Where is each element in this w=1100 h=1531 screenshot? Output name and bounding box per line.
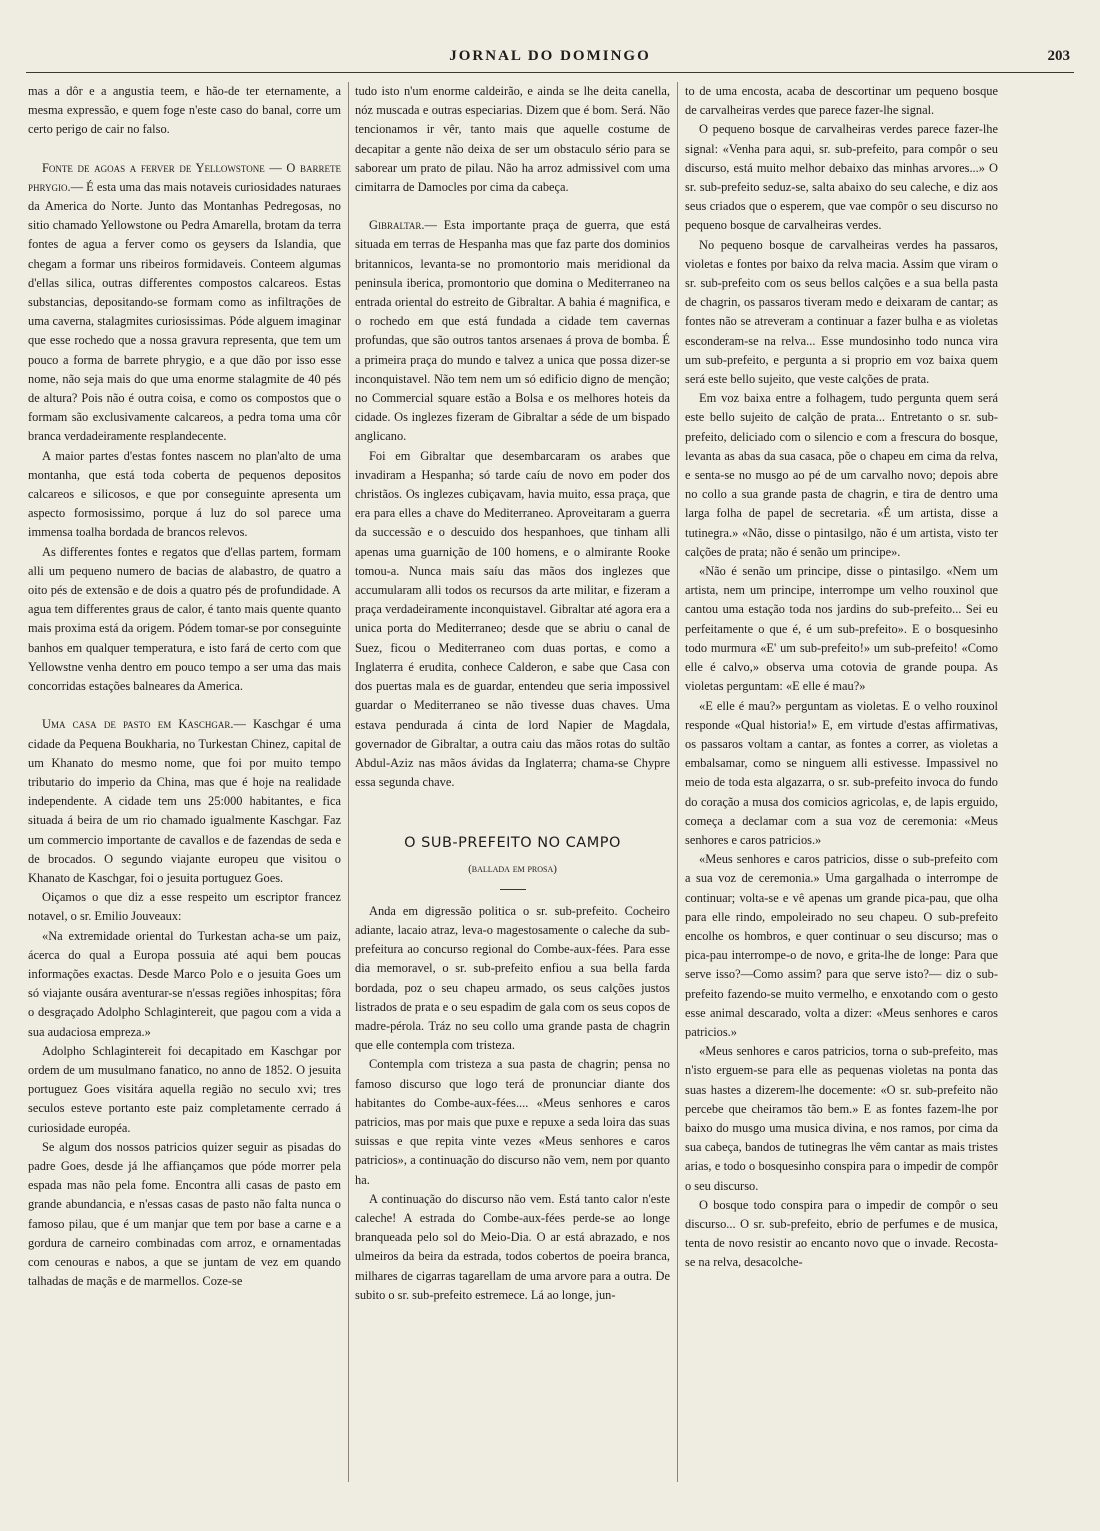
paragraph: Contempla com tristeza a sua pasta de chagrin; pensa no famoso discurso que logo terá de pronunciar diante dos habitantes do Combe-aux-fées.... «Meus senhores e caros patricios, mas por mais que puxe e repuxe a seda loira das suas suissas e que repita vinte vezes «Meus senhores e caros patricios», a continuação do discurso não vem, nem por quanto ha. <box>355 1057 670 1187</box>
page-header <box>26 42 1074 73</box>
article-yellowstone <box>28 159 341 447</box>
paragraph: — Kaschgar é uma cidade da Pequena Boukharia, no Turkestan Chinez, capital de um Khanato do mesmo nome, que foi por muito tempo tributario do imperio da China, mas que é hoje na realidade independente. A cidade tem uns 25:000 habitantes, e fica situada á beira de um rio chamado igualmente Kaschgar. Faz um commercio importante de cavallos e de fazendas de seda e de brocados. O segundo viajante europeu que visitou o Khanato de Kaschgar, foi o jesuita portuguez Goes. <box>28 717 341 885</box>
paragraph: Foi em Gibraltar que desembarcaram os arabes que invadiram a Hespanha; só tarde caíu de novo em poder dos christãos. Os inglezes cubiçavam, havia muito, essa praça, que era para elles a chave do Mediterraneo. Aproveitaram a guerra da successão e o descuido dos hespanhoes, que tinham alli apenas uma guarnição de 100 homens, e o almirante Rooke tomou-a. Nunca mais saíu das mãos dos inglezes que accumularam alli todos os recursos da arte militar, e fizeram a praça verdadeiramente inconquistavel. Gibraltar até agora era a unica porta do Mediterraneo; desde que se abriu o canal de Suez, ficou o Mediterraneo com duas portas, e como a Inglaterra é erudita, conhece Calderon, e sabe que Casa con dos puertas mala es de guardar, entendeu que seria impossivel guardar o Mediterraneo se não tivesse duas chaves. Uma estava pendurada á cinta de lord Napier de Magdala, governador de Gibraltar, a outra caiu das mãos rotas do sultão Abdul-Aziz nas mãos ávidas da Inglaterra; chama-se Chypre essa segunda chave. <box>355 448 670 790</box>
paragraph: «E elle é mau?» perguntam as violetas. E o velho rouxinol responde «Qual historia!» E, em virtude d'estas affirmativas, os passaros voltam a cantar, as fontes a correr, as violetas a embalsamar, como se ninguem alli estivesse. Impassivel no meio de toda esta algazarra, o sr. sub-prefeito invoca do fundo do coração a musa dos comicios agricolas, e, de lapis erguido, começa a declamar com a sua voz de ceremonia: «Meus senhores e caros patricios.» <box>685 698 998 847</box>
column-rule <box>677 82 678 1482</box>
paragraph: «Na extremidade oriental do Turkestan acha-se um paiz, ácerca do qual a Europa possuia até aqui bem poucas informações exactas. Desde Marco Polo e o jesuita Goes um só viajante ousára aventurar-se n'essas regiões inhospitas; fôra o desgraçado Adolpho Schlagintereit, que pagou com a vida a sua audaciosa empreza.» <box>28 928 341 1039</box>
paragraph: — Esta importante praça de guerra, que está situada em terras de Hespanha mas que faz parte dos dominios britannicos, levanta-se no promontorio mais meridional da peninsula iberica, promontorio que domina o Mediterraneo na entrada oriental do estreito de Gibraltar. A bahia é magnifica, e o rochedo em que está fundada a cidade tem cavernas profundas, que são outros tantos arsenaes á prova de bomba. É a primeira praça do mundo e talvez a unica que possa dizer-se inconquistavel. Não tem nem um só edificio digno de menção; no Commercial square estão a Bolsa e os melhores hoteis da cidade. Os inglezes fizeram de Gibraltar a séde de um bispado anglicano. <box>355 218 670 444</box>
paragraph: tudo isto n'um enorme caldeirão, e ainda se lhe deita canella, nóz muscada e outras especiarias. Dizem que é bom. Será. Não tencionamos ir vêr, tanto mais que aquelle costume de decapitar a gente não deixa de ser um obstaculo sério para se saborear um prato de pilau. Não ha arroz admissivel com uma cimitarra de Damocles por cima da cabeça. <box>355 84 670 195</box>
paragraph: A maior partes d'estas fontes nascem no plan'alto de uma montanha, que está toda coberta de pequenos depositos calcareos e silicosos, e que por conseguinte apresenta um aspecto formosissimo, porque á luz do sol parece uma immensa toalha bordada de brancos relevos. <box>28 448 341 540</box>
column-3 <box>685 82 998 1484</box>
paragraph: A continuação do discurso não vem. Está tanto calor n'este caleche! A estrada do Combe-aux-fées perde-se ao longe branqueada pelo sol do Meio-Dia. O ar está abrazado, e nos ulmeiros da beira da estrada, todos cobertos de poeira branca, milhares de cigarras tagarellam de uma arvore para a outra. De subito o sr. sub-prefeito estremece. Lá ao longe, jun- <box>355 1191 670 1302</box>
section-heading: Uma casa de pasto em Kaschgar. <box>42 717 234 732</box>
article-gibraltar <box>355 216 670 446</box>
paragraph: Se algum dos nossos patricios quizer seguir as pisadas do padre Goes, desde já lhe affiançamos que póde morrer pela espada mas não pela fome. Encontra alli casas de pasto em grande abundancia, e n'essas casas de pasto não falta nunca o famoso pilau, que é um manjar que tem por base a carne e a gordura de carneiro combinadas com arroz, e ornamentadas com cenouras e nabos, a que se juntam de vez em quando talhadas de maçãs e de marmellos. Coze-se <box>28 1139 341 1289</box>
story-title: O SUB-PREFEITO NO CAMPO <box>404 835 621 852</box>
paragraph: O pequeno bosque de carvalheiras verdes parece fazer-lhe signal: «Venha para aqui, sr. sub-prefeito, para compôr o seu discurso, está muito melhor debaixo das minhas arvores...» O sr. sub-prefeito seduz-se, salta abaixo do seu caleche, e diz aos seus criados que o esperem, que vae compôr o seu discurso no pequeno bosque de carvalheiras verdes. <box>685 122 998 233</box>
paragraph: «Meus senhores e caros patricios, disse o sub-prefeito com a sua voz de ceremonia.» Uma gargalhada o interrompe de continuar; volta-se e vê apenas um grande pica-pau, que olha para elle rindo, empoleirado no seu chapeu. O sub-prefeito encolhe os hombros, e quer continuar o seu discurso; mas o pica-pau interrompe-o de novo, e grita-lhe de longe: Para que serve isso?—Como assim? para que serve isto?— diz o sub-prefeito fazendo-se muito vermelho, e enxotando com o gesto esse animal descarado, volta a dizer: «Meus senhores e caros patricios.» <box>685 852 998 1039</box>
paragraph: Oiçamos o que diz a esse respeito um escriptor francez notavel, o sr. Emilio Jouveaux: <box>28 890 341 924</box>
paragraph: Adolpho Schlagintereit foi decapitado em Kaschgar por ordem de um musulmano fanatico, no anno de 1852. O jesuita portuguez Goes visitára aquella região no seculo xvi; tres seculos esteve portanto este paiz completamente cerrado á curiosidade européa. <box>28 1043 341 1135</box>
paragraph: As differentes fontes e regatos que d'ellas partem, formam alli um pequeno numero de bacias de alabastro, de quatro a oito pés de extensão e de dois a quatro pés de profundidade. A agua tem differentes graus de calor, é tanto mais quente quanto mais proxima está da origem. Pódem tomar-se por conseguinte banhos em qualquer temperatura, e isto fará de certo com que Yellowstne venha dentro em pouco tempo a ser uma das mais concorridas estações balneares da America. <box>28 544 341 694</box>
column-rule <box>348 82 349 1482</box>
section-heading: Fonte de agoas a ferver de Yellowstone — O barrete phrygio. <box>28 160 341 194</box>
story-subtitle: (ballada em prosa) <box>468 862 557 875</box>
article-kaschgar <box>28 715 341 888</box>
column-2 <box>355 82 670 1484</box>
paragraph: mas a dôr e a angustia teem, e hão-de ter eternamente, a mesma expressão, e quem foge n'este caso do banal, corre um certo perigo de cair no falso. <box>28 84 341 137</box>
paragraph: No pequeno bosque de carvalheiras verdes ha passaros, violetas e fontes por baixo da relva macia. Assim que viram o sr. sub-prefeito com os seus bellos calções e a sua bella pasta de chagrin, os passaros tiveram medo e deixaram de cantar; as fontes não se atreveram a continuar a fazer bulha e as violetas esconderam-se na relva... Esse mundosinho todo nunca vira um sub-prefeito, e pergunta a si proprio em voz baixa quem será este bello sujeito, que veste calções de prata. <box>685 237 998 387</box>
section-heading: Gibraltar. <box>369 218 425 233</box>
masthead: JORNAL DO DOMINGO <box>449 48 651 64</box>
page-number: 203 <box>1047 48 1070 64</box>
paragraph: «Meus senhores e caros patricios, torna o sub-prefeito, mas n'isto erguem-se para elle as pequenas violetas na ponta das suas hastes a dizerem-lhe docemente: «O sr. sub-prefeito não percebe que cheiramos tão bem.» E as fontes fazem-lhe por baixo do musgo uma musica divina, e nos ramos, por cima da sua cabeça, bandos de tutinegras lhe vêm cantar as mais tristes arias, e todo o bosquesinho conspira para o impedir de compôr o seu discurso. <box>685 1044 998 1193</box>
divider <box>500 889 526 890</box>
paragraph: Anda em digressão politica o sr. sub-prefeito. Cocheiro adiante, lacaio atraz, leva-o magestosamente o caleche da sub-prefeitura ao concurso regional do Combe-aux-fées. Para esse dia memoravel, o sr. sub-prefeito enfiou a sua bella farda bordada, poz o seu chapeu armado, os seus calções justos listrados de prata e o seu espadim de gala com os seus copos de madre-pérola. Tráz no seu collo uma grande pasta de chagrin que elle contempla com tristeza. <box>355 903 670 1053</box>
paragraph: to de uma encosta, acaba de descortinar um pequeno bosque de carvalheiras verdes que parece fazer-lhe signal. <box>685 84 998 118</box>
paragraph: «Não é senão um principe, disse o pintasilgo. «Nem um artista, nem um principe, interrompe um velho rouxinol que cantou uma estação toda nos jardins do sub-prefeito... Sei eu perfeitamente o que é, é um sub-prefeito». E o bosquesinho todo murmura «E' um sub-prefeito!» um sub-prefeito! «Como elle é calvo,» observa uma cotovia de grande poupa. As violetas perguntam: «E elle é mau?» <box>685 564 998 694</box>
paragraph: — É esta uma das mais notaveis curiosidades naturaes da America do Norte. Junto das Montanhas Pedregosas, no sitio chamado Yellowstone ou Pedra Amarella, brotam da terra fontes de agua a ferver como os geysers da Islandia, que chegam a formar uns ribeiros formidaveis. Conteem algumas d'ellas silica, outras differentes compostos calcareos. Estas substancias, depositando-se formam como as infiltrações de uma caverna, stalagmites curiosissimas. Póde alguem imaginar que esse rochedo que a nossa gravura representa, que tem um pouco a forma de barrete phrygio, e a que dão por isso esse nome, não seja mais do que uma enorme stalagmite de 40 pés de altura? Pois não é outra coisa, e como os compostos que o formam são exclusivamente calcareos, a pedra toma uma côr branca verdadeiramente resplandecente. <box>28 179 341 444</box>
paragraph: O bosque todo conspira para o impedir de compôr o seu discurso... O sr. sub-prefeito, ebrio de perfumes e de musica, tenta de novo resistir ao encanto novo que o invade. Recosta-se na relva, desacolche- <box>685 1197 998 1270</box>
paragraph: Em voz baixa entre a folhagem, tudo pergunta quem será este bello sujeito de calção de prata... Entretanto o sr. sub-prefeito, deliciado com o silencio e com a frescura do bosque, levanta as abas da sua casaca, põe o chapeu em cima da relva, e senta-se no musgo ao pé de um carvalho novo; depois abre no collo a sua grande pasta de chagrin, e tira de dentro uma larga folha de papel de secretaria. «É um artista, disse a tutinegra.» «Não, disse o pintasilgo, não é um artista, visto ter calções de prata; não é senão um principe». <box>685 391 998 559</box>
column-1 <box>28 82 341 1484</box>
